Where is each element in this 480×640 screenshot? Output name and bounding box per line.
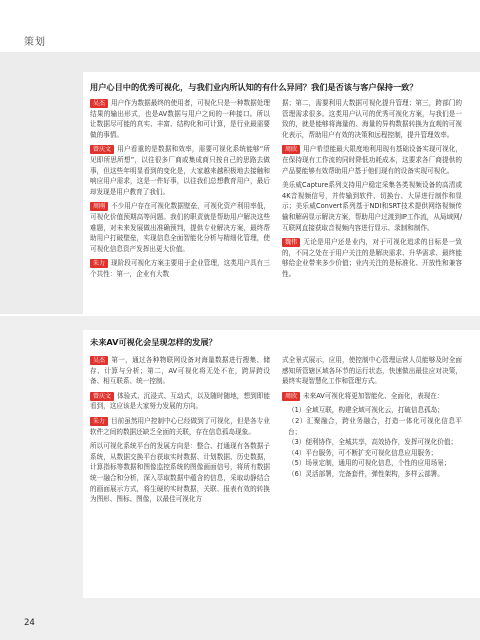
q1-right-column [282,98,462,284]
answer-text: 无论是用户还是业内，对于可视化追求的目标是一致的，不同之处在于用户关注的是解决需求、升华需求、最终能够给企业带来多少价值；业内关注的是标准化、开放性和兼容性。 [282,238,462,278]
answer-text: 未来AV可视化将更加智能化、全面化，表现在： [303,391,444,400]
answer-paragraph [90,201,270,254]
speaker-tag: 朱力 [90,417,108,426]
speaker-tag: 吴杰 [90,99,108,108]
page-number: 24 [24,618,35,628]
speaker-tag: 朱力 [90,259,108,268]
answer-text: 所以可视化系统平台的发展方向是：整合、打通现有各数据子系统，从数据交换平台获取实时数据、计划数据、历史数据，计算指标等数据和图像监控系统的图像画面信号，将所有数据统一融合和分析，深入萃取数据中蕴含的信息，采取动静结合的画面展示方式，将生硬的实时数据，关联、报表有效的转换为图形、图标、图像，以最佳可视化方 [90,442,270,504]
answer-text: 第一，通过各种物联网设备对海量数据进行搜集、储存、计算与分析；第二，AV可视化将无处不在，跨屏跨设备、相互联系、统一控制。 [90,356,270,386]
answer-text: 美乐威Capture系列支持用户稳定采集各类视频设备的高清或4K音视频信号，并传输到软件、切换台、大屏进行制作和显示；美乐威Convert系列基于NDI和SRT技术提供网络视频传输和解码显示解决方案，帮助用户过渡到IP工作流，从局域网/互联网直接获取音视频内容进行显示、录制和制作。 [282,181,462,232]
answer-paragraph [282,237,462,279]
list-item: （5）场景定制，通用的可视化信息，个性的应用场景； [288,459,451,468]
q2-left-column [90,355,270,509]
question-1-title: 用户心目中的优秀可视化，与我们业内所认知的有什么异同？我们是否该与客户保持一致？ [90,82,418,92]
speaker-tag: 周刚 [90,202,108,211]
speaker-tag: 魏伟 [282,238,300,247]
answer-paragraph [282,355,462,387]
speaker-tag: 周欣 [282,392,300,401]
answer-text: 现阶段可视化方案主要用于企业管理，这类用户具有三个共性：第一，企业有大数 [90,259,270,278]
speaker-tag: 吴杰 [90,356,108,365]
answer-paragraph [90,391,270,412]
answer-text: 用户看重的是数据和效率，需要可视化系统能够“所见即所思所想”，以往很多厂商或集成商只按自己的思路去做事，但这些年明显看到的变化是，大家越来越积极地去接触和响应用户需求，这是一件好事，以往我们总想教育用户，最后却发现是用户教育了我们。 [90,145,270,196]
answer-paragraph [282,144,462,176]
answer-text: 体验式、沉浸式、互动式，以及随时随地，想到即能看到，这应该是大家努力发展的方向。 [90,391,270,411]
answer-text: 不少用户存在可视化数据壁垒，可视化资产利用率低，可视化价值预期高等问题。我们的职责就是帮助用户解决这些难题，对未来发展做出准确预判，提供专业解决方案，最终帮助用户打破壁垒，实现信息全面智能化分析与精细化管理，使可视化信息资产发挥出更大价值。 [90,202,270,253]
answer-paragraph [282,180,462,233]
page-header [0,0,480,52]
answer-text: 用户作为数据最终的使用者，可视化只是一种数据处理结果的输出形式，也是AV数据与用户之间的一种接口。所以让数据尽可能的真实、丰富、结构化和可计算，是行业最需要做的事情。 [90,99,270,139]
list-item: （1）全域互联，构建全域可视化云，打破信息孤岛； [288,406,444,415]
answer-paragraph [90,416,270,437]
answer-text: 目前虽然用户控制中心已经做到了可视化，但是各专业软件之间的数据还缺乏全面的关联，存在信息孤岛现象。 [90,416,270,436]
speaker-tag: 周欣 [282,145,300,154]
section-label: 策划 [24,37,46,48]
answer-paragraph [90,98,270,140]
q1-left-column [90,98,270,284]
answer-text: 式全景式展示，应用，使控制中心管理运营人员能够及时全面感知所管辖区域各环节的运行状态，快速做出最佳应对决策，最终实现智慧化工作和管理方式。 [282,356,462,386]
question-2-title: 未来AV可视化会呈现怎样的发展？ [90,337,217,347]
list-item: （6）灵活部署，完备套件，弹性架构，多样云部署。 [288,469,444,478]
answer-paragraph [282,391,462,402]
answer-text: 用户希望能最大限度地利用现有基础设备实现可视化，在保持现有工作流的同时降低功耗成本，这要求各厂商提供的产品要能够有效帮助用户基于他们现有的设备实现可视化。 [282,145,462,175]
list-item: （3）便利协作，全城共享，高效协作，发挥可视化价值； [288,438,458,447]
speaker-tag: 曾庆文 [90,392,114,401]
list-item: （4）平台服务，可不断扩充可视化信息应用服务； [288,448,438,457]
answer-text: 据；第二，需要利用大数据可视化提升管理；第三，跨部门的管理需求很多。这类用户认可的优秀可视化方案，与我们是一致的，就是能够将海量的、海量的异构数据转换为直观的可视化表示，帮助用户有效的决策和远程控制，提升管理效率。 [282,99,462,139]
answer-paragraph [90,144,270,197]
answer-paragraph [282,98,462,140]
answer-paragraph [90,441,270,505]
list-item: （2）汇聚融合，跨业务融合，打造一体化可视化信息平台； [288,416,462,436]
answer-paragraph [90,355,270,387]
answer-paragraph [90,258,270,279]
speaker-tag: 曾庆文 [90,145,114,154]
q2-right-column [282,355,462,480]
